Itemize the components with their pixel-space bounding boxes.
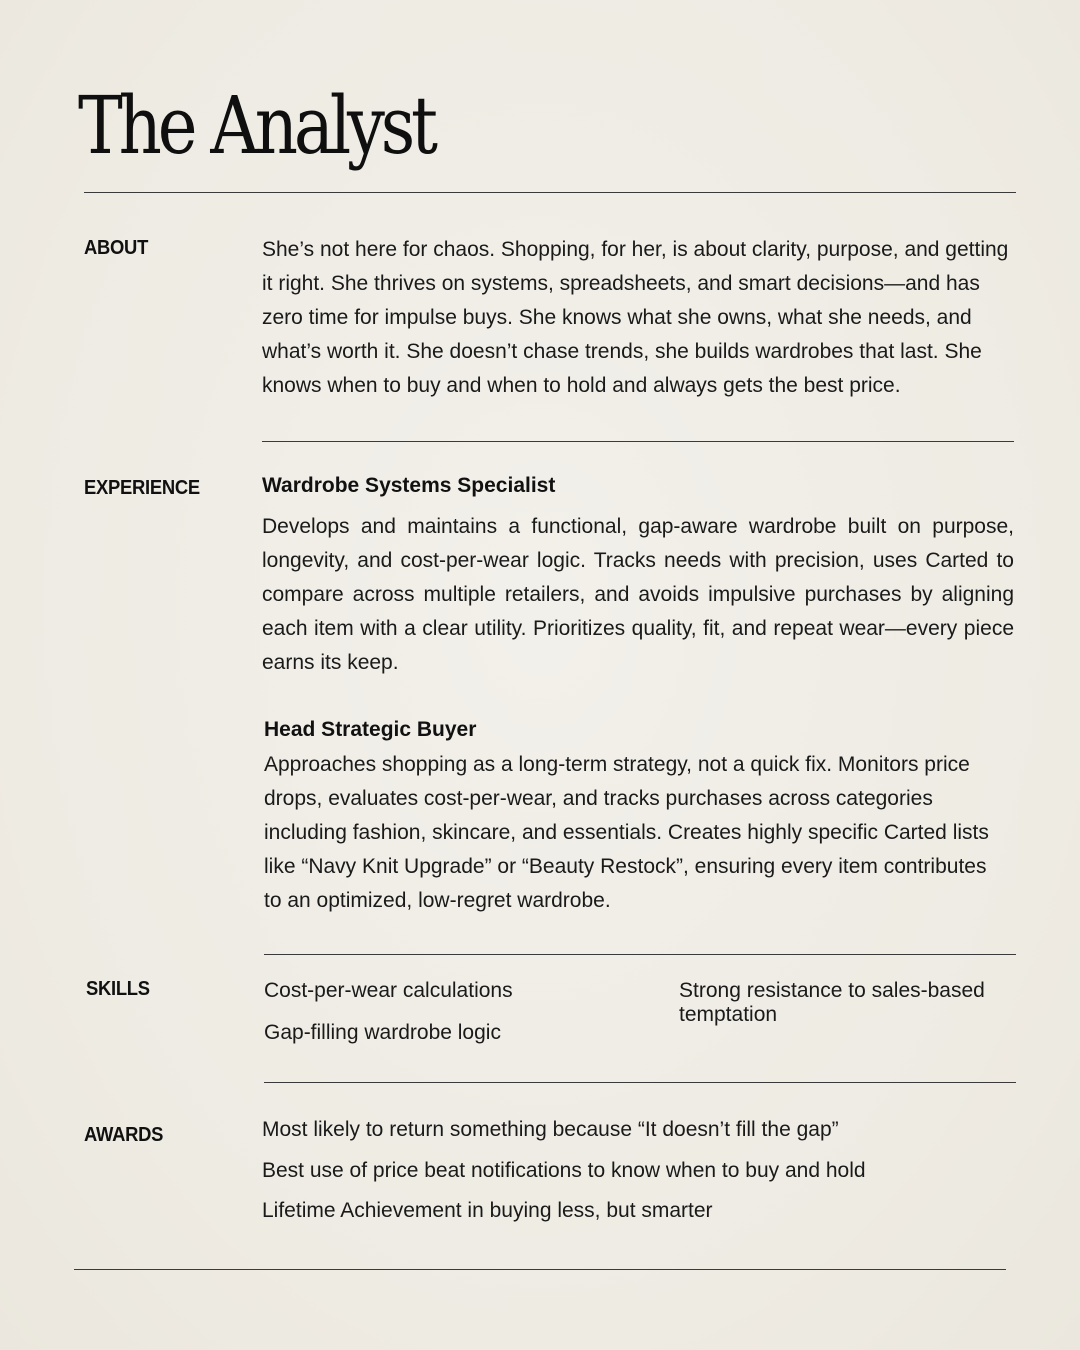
skill-item: Gap-filling wardrobe logic [264, 1021, 501, 1044]
experience-divider [264, 954, 1016, 955]
experience-label: EXPERIENCE [84, 477, 200, 499]
role-description: Develops and maintains a functional, gap-aware wardrobe built on purpose, longevity, and cost-per-wear logic. Tracks needs with precision, uses Carted to compare across multiple retailers, and avoids impulsive purchases by aligning each item with a clear utility. Prioritizes quality, fit, and repeat wear—every piece earns its keep. [262, 515, 1014, 674]
about-label: ABOUT [84, 237, 149, 259]
footer-divider [74, 1269, 1006, 1270]
skill-item: Cost-per-wear calculations [264, 979, 513, 1002]
award-item: Lifetime Achievement in buying less, but smarter [262, 1199, 713, 1222]
role-description: Approaches shopping as a long-term strategy, not a quick fix. Monitors price drops, evaluates cost-per-wear, and tracks purchases across categories including fashion, skincare, and essentials. Creates highly specific Carted lists like “Navy Knit Upgrade” or “Beauty Restock”, ensuring every item contributes to an optimized, low-regret wardrobe. [264, 753, 989, 912]
award-item: Most likely to return something because “It doesn’t fill the gap” [262, 1118, 839, 1141]
award-item: Best use of price beat notifications to know when to buy and hold [262, 1159, 866, 1182]
skills-label: SKILLS [86, 978, 150, 1000]
role-title: Head Strategic Buyer [264, 718, 477, 741]
skill-item: Strong resistance to sales-based temptation [679, 979, 985, 1026]
page-title: The Analyst [78, 79, 434, 172]
about-divider [262, 441, 1014, 442]
title-divider [84, 192, 1016, 193]
awards-label: AWARDS [84, 1124, 164, 1146]
role-title: Wardrobe Systems Specialist [262, 474, 556, 497]
about-text: She’s not here for chaos. Shopping, for her, is about clarity, purpose, and getting it right. She thrives on systems, spreadsheets, and smart decisions—and has zero time for impulse buys. She knows what she owns, what she needs, and what’s worth it. She doesn’t chase trends, she builds wardrobes that last. She knows when to buy and when to hold and always gets the best price. [262, 238, 1009, 397]
skills-divider [264, 1082, 1016, 1083]
